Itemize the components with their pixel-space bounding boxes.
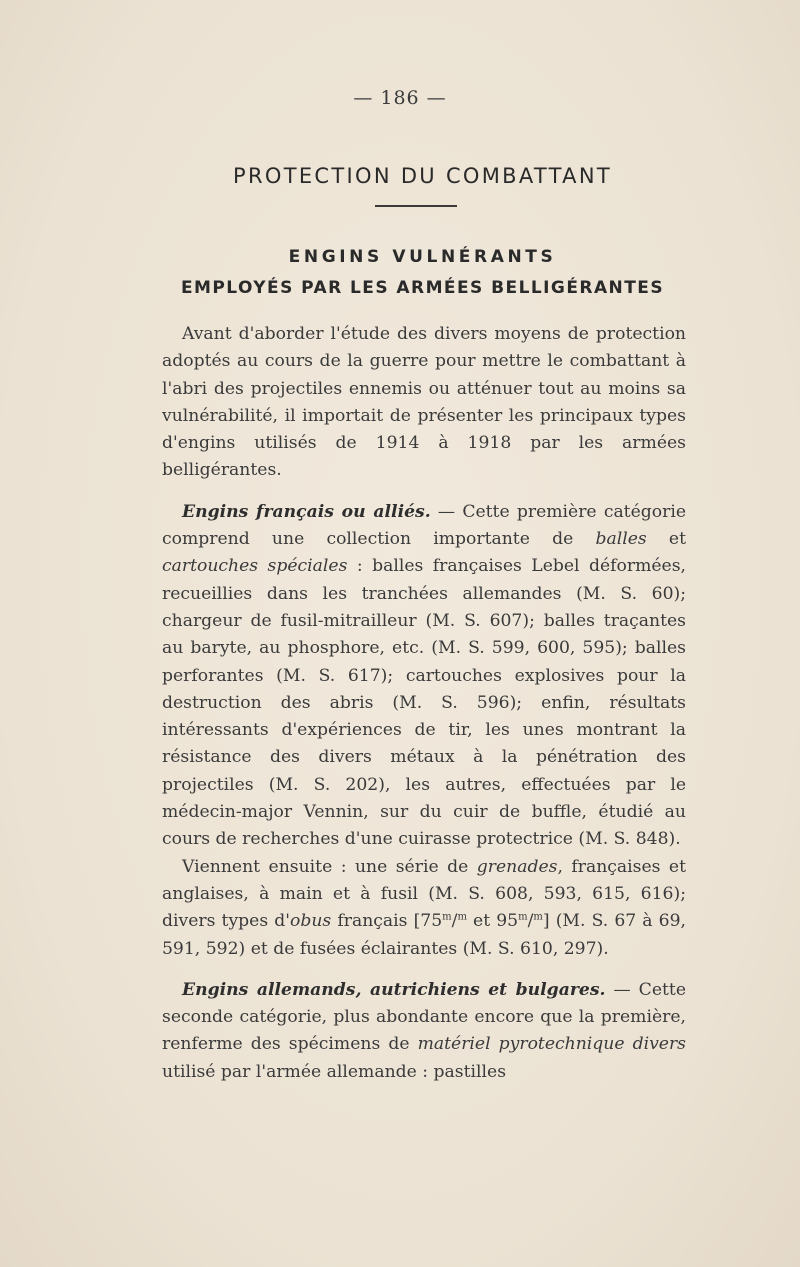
text-run: Viennent ensuite : une série de (182, 856, 477, 877)
text-run: ] (M. S. 67 à 69, 591, 592) et de fusées éclairantes (M. S. 610, 297). (162, 911, 687, 959)
italic-term-materiel: matériel pyrotechnique divers (417, 1034, 686, 1055)
body-text (162, 321, 686, 1086)
superscript: m (442, 911, 452, 923)
text-run: et (646, 529, 686, 550)
paragraph-intro: Avant d'aborder l'étude des divers moyens de protection adoptés au cours de la guerre pour mettre le combattant à l'abri des projectiles ennemis ou atténuer tout au moins sa vulnérabilité, il importait de présenter les principaux types d'engins utilisés de 1914 à 1918 par les armées belligérantes. (162, 324, 686, 481)
italic-term-grenades: grenades (476, 856, 558, 877)
italic-term-cartouches: cartouches spéciales (162, 556, 348, 577)
page-number: — 186 — (353, 87, 447, 109)
text-run: / (451, 911, 458, 932)
title-divider (375, 205, 457, 207)
text-run: et 95 (466, 911, 519, 932)
text-run: : balles françaises Lebel déformées, recueillies dans les tranchées allemandes (M. S. 60); chargeur de fusil-mitrailleur (M. S. 607); balles traçantes au baryte, au phosphore, etc. (M. S. 599, 600, 595); balles perforantes (M. S. 617); cartouches explosives pour la destruction des abris (M. S. 596); enfin, résultats intéressants d'expériences de tir, les unes montrant la résistance des divers métaux à la pénétration des projectiles (M. S. 202), les autres, effectuées par le médecin-major Vennin, sur du cuir de buffle, étudié au cours de recherches d'une cuirasse protectrice (M. S. 848). (162, 556, 687, 850)
subheading-engins: ENGINS VULNÉRANTS (288, 247, 557, 267)
paragraph-engins-allemands (162, 977, 686, 1086)
text-run: français [75 (331, 911, 443, 932)
text-run: — Cette première catégorie comprend une collection importante de (162, 501, 686, 550)
text-run: , françaises et anglaises, à main et à fusil (M. S. 608, 593, 615, 616); divers types d' (162, 856, 686, 932)
superscript: m (533, 911, 543, 923)
text-run: — Cette seconde catégorie, plus abondante encore que la première, renferme des spécimens de (162, 979, 686, 1055)
section-heading-engins-francais: Engins français ou alliés. (182, 501, 431, 522)
superscript: m (518, 911, 528, 923)
italic-term-balles: balles (595, 529, 647, 550)
text-run: utilisé par l'armée allemande : pastilles (162, 1061, 507, 1082)
page-title: PROTECTION DU COMBATTANT (233, 164, 612, 188)
section-heading-engins-allemands: Engins allemands, autrichiens et bulgares. (182, 979, 606, 1000)
superscript: m (457, 911, 467, 923)
subheading-armees: EMPLOYÉS PAR LES ARMÉES BELLIGÉRANTES (180, 278, 665, 298)
paragraph-grenades (162, 854, 686, 963)
paragraph-engins-francais (162, 499, 686, 854)
text-run: / (527, 911, 534, 932)
italic-term-obus: obus (290, 911, 332, 932)
